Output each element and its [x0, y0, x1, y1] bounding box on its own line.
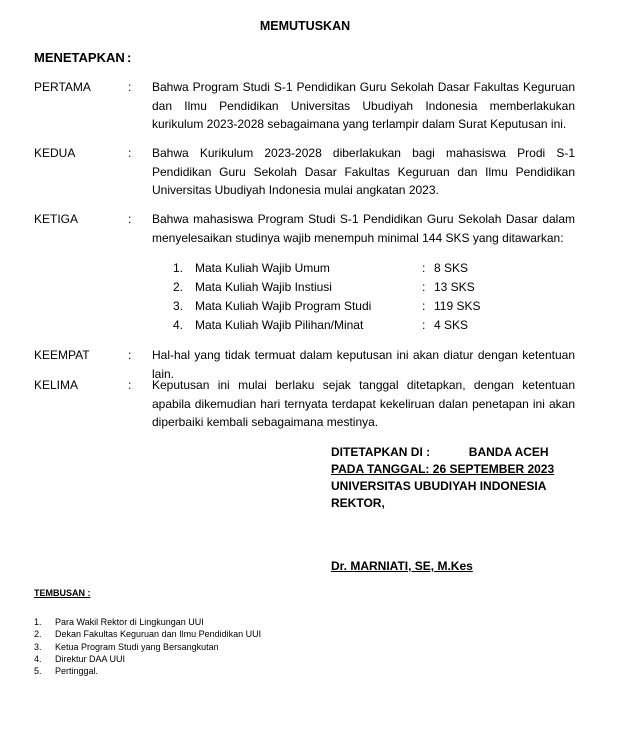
decision-colon: : — [128, 146, 132, 160]
list-item-colon: : — [422, 299, 426, 313]
list-item-sks: 8 SKS — [434, 261, 469, 275]
list-item-number: 1. — [34, 617, 42, 627]
list-item-number: 5. — [34, 666, 42, 677]
position-title: REKTOR, — [331, 496, 385, 510]
list-item-colon: : — [422, 318, 426, 332]
list-item-text: Dekan Fakultas Keguruan dan Ilmu Pendidikan UUI — [55, 629, 262, 640]
signer-name: Dr. MARNIATI, SE, M.Kes — [331, 559, 473, 573]
list-item-text: Direktur DAA UUI — [55, 653, 126, 664]
list-item-text: Ketua Program Studi yang Bersangkutan — [55, 641, 219, 652]
decision-text-kedua: Bahwa Kurikulum 2023-2028 diberlakukan bagi mahasiswa Prodi S-1 Pendidikan Guru Sekolah Dasar Fakultas Keguruan dan Ilmu Pendidikan Universitas Ubudiyah Indonesia mulai angkatan 2023. — [152, 146, 575, 197]
ditetapkan-place: BANDA ACEH — [468, 445, 549, 459]
list-item-colon: : — [422, 261, 426, 275]
list-item-number: 2. — [34, 629, 42, 640]
decision-colon: : — [128, 212, 132, 226]
decision-label-kedua: KEDUA — [34, 146, 76, 160]
ditetapkan-label: DITETAPKAN DI : — [331, 445, 431, 459]
list-item-name: Mata Kuliah Wajib Umum — [195, 261, 330, 275]
list-item-name: Mata Kuliah Wajib Pilihan/Minat — [195, 318, 364, 332]
document-title: MEMUTUSKAN — [259, 19, 351, 33]
list-item-text: Para Wakil Rektor di Lingkungan UUI — [55, 617, 204, 627]
list-item-colon: : — [422, 280, 426, 294]
decision-text-keempat: Hal-hal yang tidak termuat dalam keputusan ini akan diatur dengan ketentuan lain. — [152, 348, 575, 381]
list-item-name: Mata Kuliah Wajib Instiusi — [195, 280, 332, 294]
decision-label-pertama: PERTAMA — [34, 80, 91, 94]
tembusan-heading: TEMBUSAN : — [34, 588, 91, 598]
decision-text-ketiga: Bahwa mahasiswa Program Studi S-1 Pendidikan Guru Sekolah Dasar dalam menyelesaikan studinya wajib menempuh minimal 144 SKS yang ditawarkan: — [152, 212, 575, 245]
menetapkan-colon: : — [127, 50, 132, 65]
list-item-sks: 4 SKS — [434, 318, 469, 332]
menetapkan-label: MENETAPKAN — [34, 50, 125, 65]
list-item-sks: 119 SKS — [434, 299, 481, 313]
decision-colon: : — [128, 378, 132, 392]
list-item-number: 3. — [173, 299, 184, 313]
ditetapkan-line — [331, 444, 554, 461]
list-item-number: 4. — [173, 318, 184, 332]
decision-colon: : — [128, 348, 132, 362]
signature-block — [331, 444, 554, 512]
list-item-number: 4. — [34, 653, 42, 664]
decision-label-ketiga: KETIGA — [34, 212, 79, 226]
list-item-number: 2. — [173, 280, 184, 294]
decision-text-kelima: Keputusan ini mulai berlaku sejak tanggal ditetapkan, dengan ketentuan apabila dikemudian hari ternyata terdapat kekeliruan dalan penetapan ini akan diperbaiki kembali sebagaimana mestinya. — [152, 378, 575, 429]
decision-label-kelima: KELIMA — [34, 378, 79, 392]
decision-label-keempat: KEEMPAT — [34, 348, 90, 362]
university-name: UNIVERSITAS UBUDIYAH INDONESIA — [331, 479, 547, 493]
menetapkan-heading — [34, 50, 132, 65]
list-item-number: 3. — [34, 641, 42, 652]
list-item-name: Mata Kuliah Wajib Program Studi — [195, 299, 372, 313]
list-item-text: Pertinggal. — [55, 666, 99, 677]
list-item-number: 1. — [173, 261, 184, 275]
decision-text-pertama: Bahwa Program Studi S-1 Pendidikan Guru Sekolah Dasar Fakultas Keguruan dan Ilmu Pendidikan Universitas Ubudiyah Indonesia memberlakukan kurikulum 2023-2028 sebagaimana yang terlampir dalam Surat Keputusan ini. — [152, 80, 575, 131]
tanggal-line: PADA TANGGAL: 26 SEPTEMBER 2023 — [331, 462, 555, 476]
list-item-sks: 13 SKS — [434, 280, 475, 294]
decision-colon: : — [128, 80, 132, 94]
